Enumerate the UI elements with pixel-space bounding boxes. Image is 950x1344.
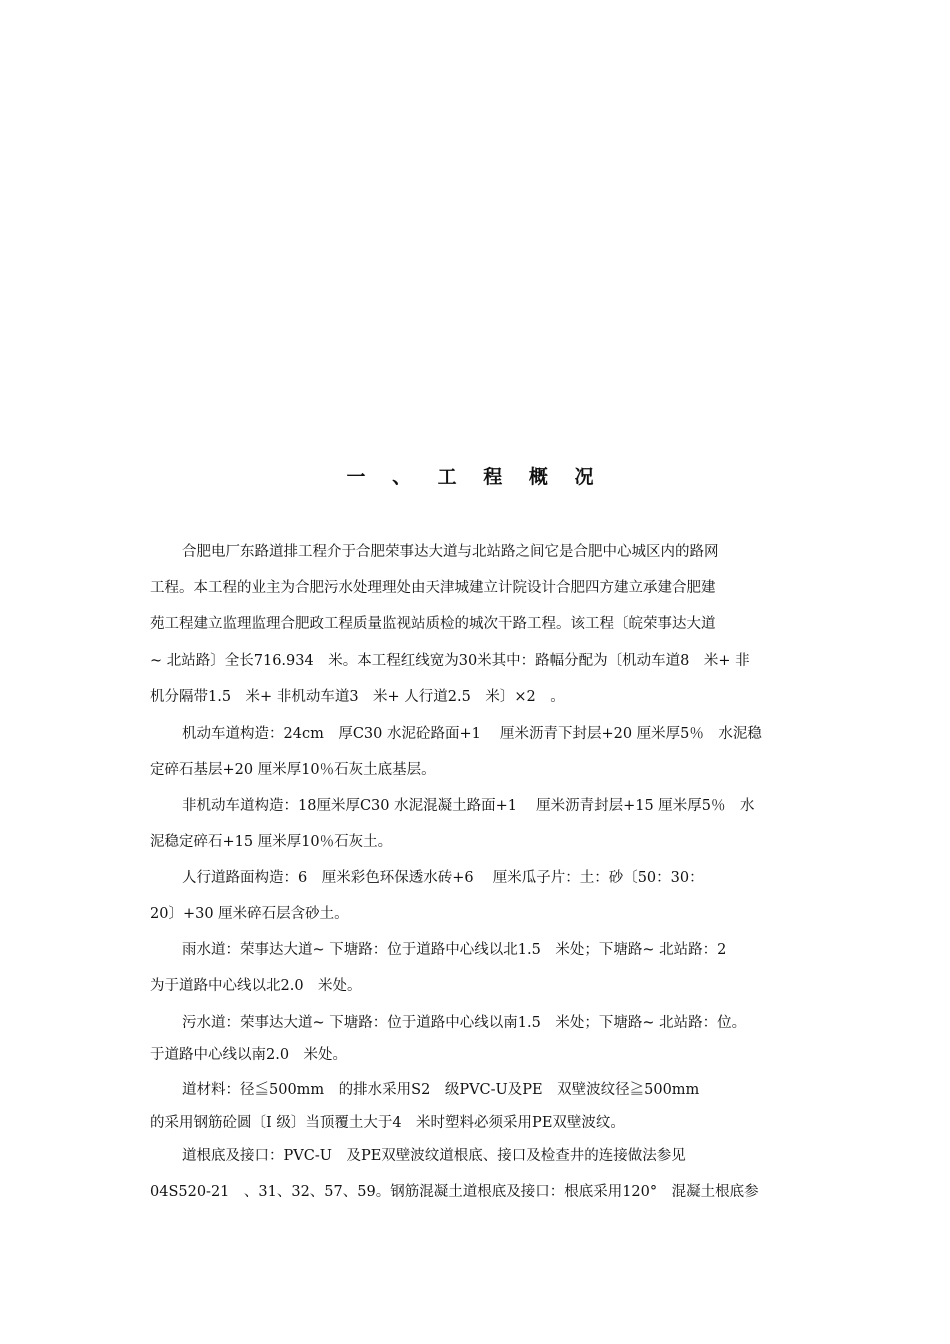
paragraph-line: 合肥电厂东路道排工程介于合肥荣事达大道与北站路之间它是合肥中心城区内的路网 [182, 544, 719, 560]
paragraph-line: ~ 北站路〕全长716.934 米。本工程红线宽为30米其中：路幅分配为〔机动车道8 米+ 非 [150, 653, 750, 669]
paragraph-line: 04S520-21 、31、32、57、59。钢筋混凝土道根底及接口：根底采用120° 混凝土根底参 [150, 1184, 759, 1200]
paragraph-line: 工程。本工程的业主为合肥污水处理理处由天津城建立计院设计合肥四方建立承建合肥建 [150, 580, 716, 596]
paragraph-line: 雨水道：荣事达大道~ 下塘路：位于道路中心线以北1.5 米处；下塘路~ 北站路：2 [182, 942, 727, 958]
paragraph-line: 的采用钢筋砼圆〔Ⅰ 级〕当顶覆土大于4 米时塑料必须采用PE双壁波纹。 [150, 1115, 625, 1131]
paragraph-line: 机动车道构造：24cm 厚C30 水泥砼路面+1 厘米沥青下封层+20 厘米厚5％ 水泥稳 [182, 726, 762, 742]
paragraph-line: 定碎石基层+20 厘米厚10％石灰土底基层。 [150, 762, 436, 778]
paragraph-line: 人行道路面构造：6 厘米彩色环保透水砖+6 厘米瓜子片：土：砂〔50：30： [182, 870, 704, 886]
paragraph-line: 机分隔带1.5 米+ 非机动车道3 米+ 人行道2.5 米〕×2 。 [150, 689, 565, 705]
paragraph-line: 苑工程建立监理监理合肥政工程质量监视站质检的城次干路工程。该工程〔皖荣事达大道 [150, 616, 716, 632]
paragraph-line: 道材料：径≦500mm 的排水采用S2 级PVC-U及PE 双壁波纹径≧500mm [182, 1082, 700, 1098]
paragraph-line: 污水道：荣事达大道~ 下塘路：位于道路中心线以南1.5 米处；下塘路~ 北站路：位。 [182, 1015, 747, 1031]
section-title: 一 、 工 程 概 况 [346, 466, 604, 488]
paragraph-line: 于道路中心线以南2.0 米处。 [150, 1047, 348, 1063]
paragraph-line: 非机动车道构造：18厘米厚C30 水泥混凝土路面+1 厘米沥青封层+15 厘米厚5％ 水 [182, 798, 755, 814]
paragraph-line: 道根底及接口：PVC-U 及PE双壁波纹道根底、接口及检查井的连接做法参见 [182, 1148, 686, 1164]
paragraph-line: 为于道路中心线以北2.0 米处。 [150, 978, 362, 994]
paragraph-line: 20〕+30 厘米碎石层含砂土。 [150, 906, 349, 922]
paragraph-line: 泥稳定碎石+15 厘米厚10％石灰土。 [150, 834, 393, 850]
